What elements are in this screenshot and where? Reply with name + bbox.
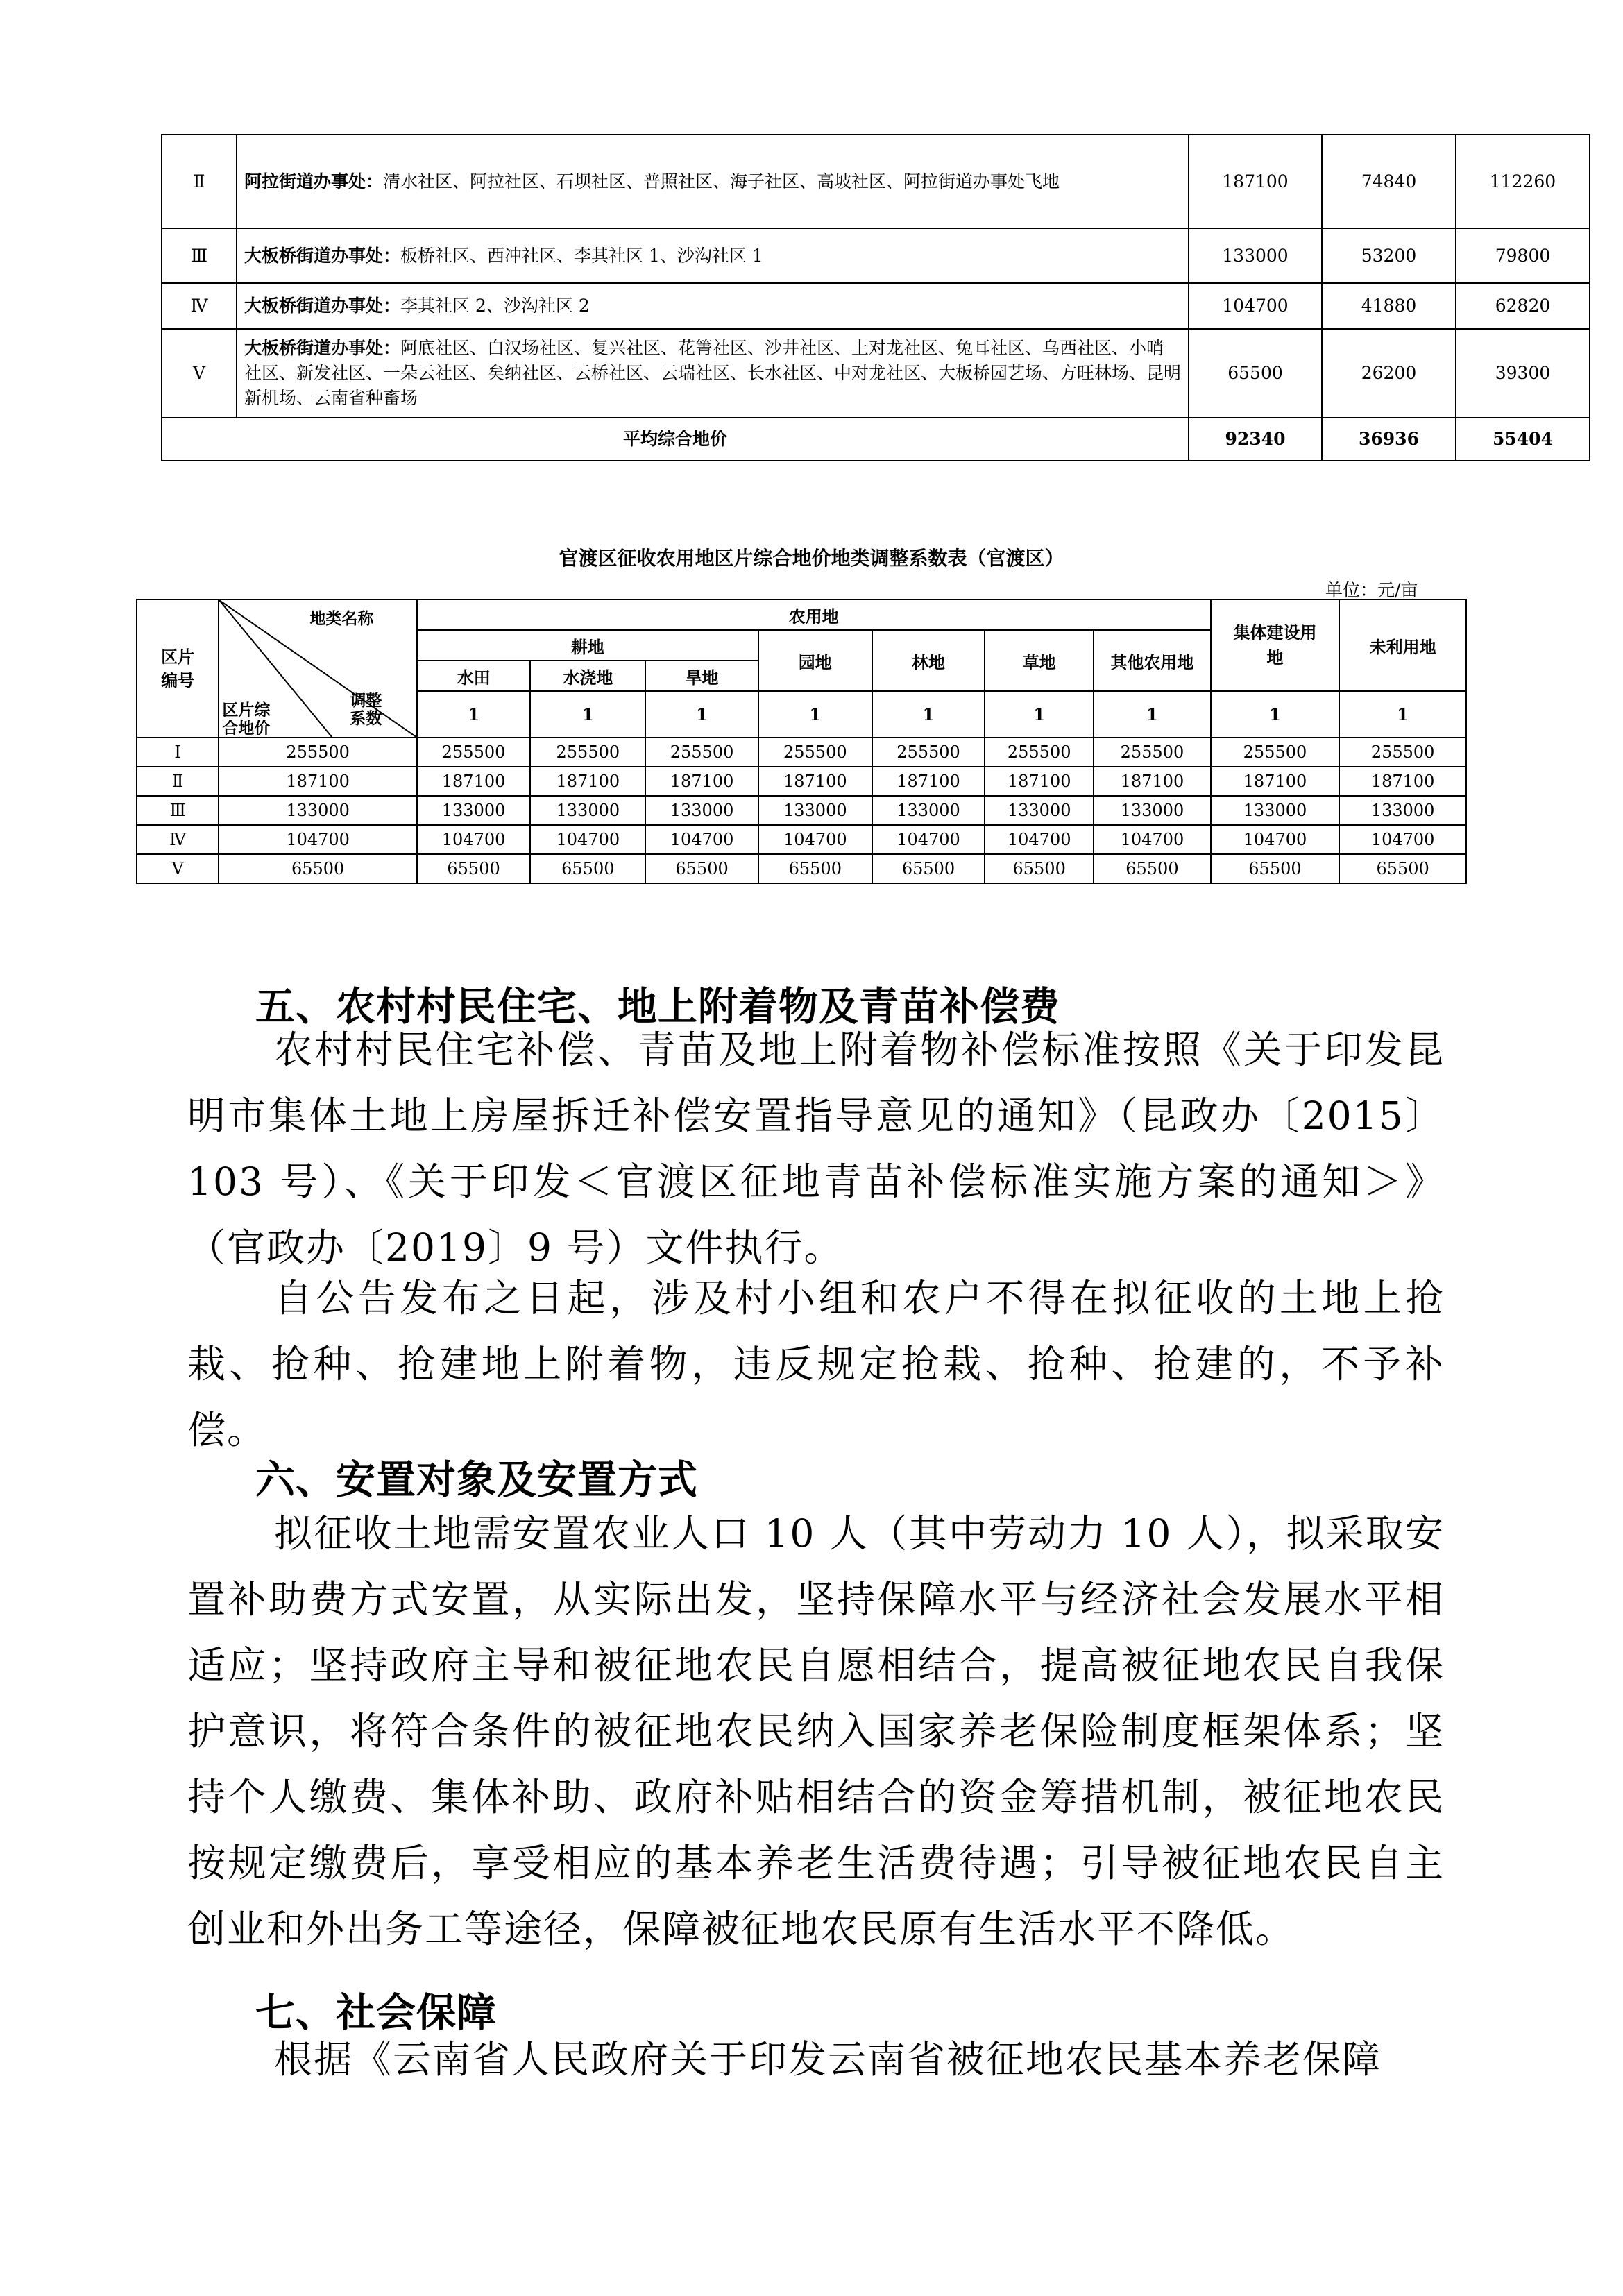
zone-code-header: 区片 编号 [137,599,219,738]
price-cell: 187100 [530,767,645,796]
price-cell: 187100 [758,767,872,796]
price-cell: 62820 [1456,283,1590,329]
price-cell: 187100 [985,767,1094,796]
zone-code: Ⅰ [137,738,219,767]
price-cell: 112260 [1456,135,1590,228]
table-unit: 单位：元/亩 [1325,580,1418,600]
office-name: 大板桥街道办事处： [244,338,401,358]
zone-price-cell: 65500 [219,854,417,883]
price-cell: 104700 [645,825,758,854]
price-cell: 65500 [645,854,758,883]
price-cell: 187100 [645,767,758,796]
table-row [137,796,1466,825]
price-cell: 133000 [1189,228,1322,283]
header-agricultural-land: 农用地 [417,599,1211,630]
community-list: 清水社区、阿拉社区、石坝社区、普照社区、海子社区、高坡社区、阿拉街道办事处飞地 [383,171,1060,192]
price-cell: 133000 [1094,796,1210,825]
price-cell: 255500 [417,738,530,767]
average-row [162,418,1590,461]
price-cell: 133000 [1339,796,1466,825]
table-row [137,738,1466,767]
price-cell: 187100 [1211,767,1340,796]
price-cell: 104700 [530,825,645,854]
land-price-table-continued [161,134,1590,461]
zone-code: Ⅴ [137,854,219,883]
community-list: 板桥社区、西冲社区、李其社区 1、沙沟社区 1 [400,245,763,266]
price-cell: 65500 [872,854,985,883]
coefficient-cell: 1 [1339,691,1466,738]
coefficient-cell: 1 [1211,691,1340,738]
zone-code: Ⅴ [162,329,237,418]
zone-code: Ⅱ [137,767,219,796]
price-cell: 65500 [530,854,645,883]
diagonal-header-cell [219,599,417,738]
price-cell: 255500 [1211,738,1340,767]
zone-price-cell: 255500 [219,738,417,767]
price-cell: 187100 [417,767,530,796]
community-list: 阿底社区、白汉场社区、复兴社区、花箐社区、沙井社区、上对龙社区、兔耳社区、乌西社区、小哨社区、新发社区、一朵云社区、矣纳社区、云桥社区、云瑞社区、长水社区、中对龙社区、大板桥园艺场、方旺林场、昆明新机场、云南省种畜场 [244,338,1182,408]
adjustment-coefficient-table [136,599,1467,884]
price-cell: 65500 [1189,329,1322,418]
zone-description [237,329,1189,418]
section-5-paragraph-2: 自公告发布之日起，涉及村小组和农户不得在拟征收的土地上抢栽、抢种、抢建地上附着物，违反规定抢栽、抢种、抢建的，不予补偿。 [187,1276,1445,1452]
price-cell: 187100 [1339,767,1466,796]
price-cell: 26200 [1322,329,1456,418]
price-cell: 187100 [872,767,985,796]
table-row [137,854,1466,883]
table-title: 官渡区征收农用地区片综合地价地类调整系数表（官渡区） [559,547,1064,570]
table-row [137,825,1466,854]
average-value: 92340 [1189,418,1322,461]
diag-label-land-type: 地类名称 [309,609,374,628]
zone-description [237,228,1189,283]
price-cell: 104700 [417,825,530,854]
price-cell: 104700 [1189,283,1322,329]
zone-price-cell: 187100 [219,767,417,796]
price-cell: 41880 [1322,283,1456,329]
coefficient-cell: 1 [758,691,872,738]
diag-label-zone-price: 区片综 合地价 [222,701,271,738]
price-cell: 104700 [1211,825,1340,854]
price-cell: 53200 [1322,228,1456,283]
price-cell: 65500 [417,854,530,883]
price-cell: 187100 [1094,767,1210,796]
price-cell: 255500 [645,738,758,767]
price-cell: 79800 [1456,228,1590,283]
table-row [162,135,1590,228]
header-forest: 林地 [872,630,985,691]
coefficient-cell: 1 [417,691,530,738]
average-value: 55404 [1456,418,1590,461]
price-cell: 133000 [872,796,985,825]
price-cell: 255500 [530,738,645,767]
community-list: 李其社区 2、沙沟社区 2 [400,296,590,316]
header-unused-land: 未利用地 [1339,599,1466,691]
price-cell: 104700 [872,825,985,854]
header-collective-construction: 集体建设用地 [1211,599,1340,691]
zone-code: Ⅱ [162,135,237,228]
price-cell: 104700 [985,825,1094,854]
price-cell: 65500 [985,854,1094,883]
header-other-agri: 其他农用地 [1094,630,1210,691]
price-cell: 255500 [1094,738,1210,767]
table-row [162,283,1590,329]
price-cell: 65500 [1211,854,1340,883]
price-cell: 133000 [985,796,1094,825]
zone-description [237,283,1189,329]
price-cell: 65500 [1339,854,1466,883]
header-paddy: 水田 [417,661,530,691]
average-value: 36936 [1322,418,1456,461]
coefficient-cell: 1 [872,691,985,738]
zone-code: Ⅳ [162,283,237,329]
price-cell: 65500 [1094,854,1210,883]
zone-price-cell: 104700 [219,825,417,854]
price-cell: 104700 [1339,825,1466,854]
office-name: 大板桥街道办事处： [244,296,401,316]
header-grass: 草地 [985,630,1094,691]
price-cell: 133000 [1211,796,1340,825]
section-heading-6: 六、安置对象及安置方式 [255,1457,698,1503]
price-cell: 133000 [417,796,530,825]
section-6-paragraph-1: 拟征收土地需安置农业人口 10 人（其中劳动力 10 人），拟采取安置补助费方式安置，从实际出发，坚持保障水平与经济社会发展水平相适应；坚持政府主导和被征地农民自愿相结合，提高被征地农民自我保护意识，将符合条件的被征地农民纳入国家养老保险制度框架体系；坚持个人缴费、集体补助、政府补贴相结合的资金筹措机制，被征地农民按规定缴费后，享受相应的基本养老生活费待遇；引导被征地农民自主创业和外出务工等途径，保障被征地农民原有生活水平不降低。 [187,1511,1445,1951]
section-heading-7: 七、社会保障 [255,1990,497,2036]
header-cultivated-land: 耕地 [417,630,758,661]
zone-code: Ⅳ [137,825,219,854]
price-cell: 39300 [1456,329,1590,418]
zone-code: Ⅲ [162,228,237,283]
price-cell: 133000 [645,796,758,825]
price-cell: 133000 [758,796,872,825]
price-cell: 104700 [758,825,872,854]
price-cell: 255500 [872,738,985,767]
price-cell: 104700 [1094,825,1210,854]
price-cell: 255500 [758,738,872,767]
price-cell: 255500 [1339,738,1466,767]
price-cell: 187100 [1189,135,1322,228]
zone-price-cell: 133000 [219,796,417,825]
diag-label-coefficient: 调整 系数 [350,691,382,728]
table-row [162,329,1590,418]
header-garden: 园地 [758,630,872,691]
price-cell: 65500 [758,854,872,883]
header-dry: 旱地 [645,661,758,691]
coefficient-cell: 1 [985,691,1094,738]
price-cell: 255500 [985,738,1094,767]
office-name: 大板桥街道办事处： [244,245,401,266]
coefficient-cell: 1 [1094,691,1210,738]
price-cell: 74840 [1322,135,1456,228]
zone-description [237,135,1189,228]
coefficient-cell: 1 [530,691,645,738]
section-heading-5: 五、农村村民住宅、地上附着物及青苗补偿费 [255,984,1060,1030]
zone-code: Ⅲ [137,796,219,825]
section-7-paragraph-1: 根据《云南省人民政府关于印发云南省被征地农民基本养老保障 [274,2037,1382,2082]
header-irrigated: 水浇地 [530,661,645,691]
section-5-paragraph-1: 农村村民住宅补偿、青苗及地上附着物补偿标准按照《关于印发昆明市集体土地上房屋拆迁补偿安置指导意见的通知》（昆政办〔2015〕103 号）、《关于印发＜官渡区征地青苗补偿标准实施方案的通知＞》（官政办〔2019〕9 号）文件执行。 [187,1028,1445,1270]
office-name: 阿拉街道办事处： [244,171,384,192]
coefficient-cell: 1 [645,691,758,738]
table-row [137,767,1466,796]
average-label: 平均综合地价 [162,418,1189,461]
table-row [162,228,1590,283]
price-cell: 133000 [530,796,645,825]
